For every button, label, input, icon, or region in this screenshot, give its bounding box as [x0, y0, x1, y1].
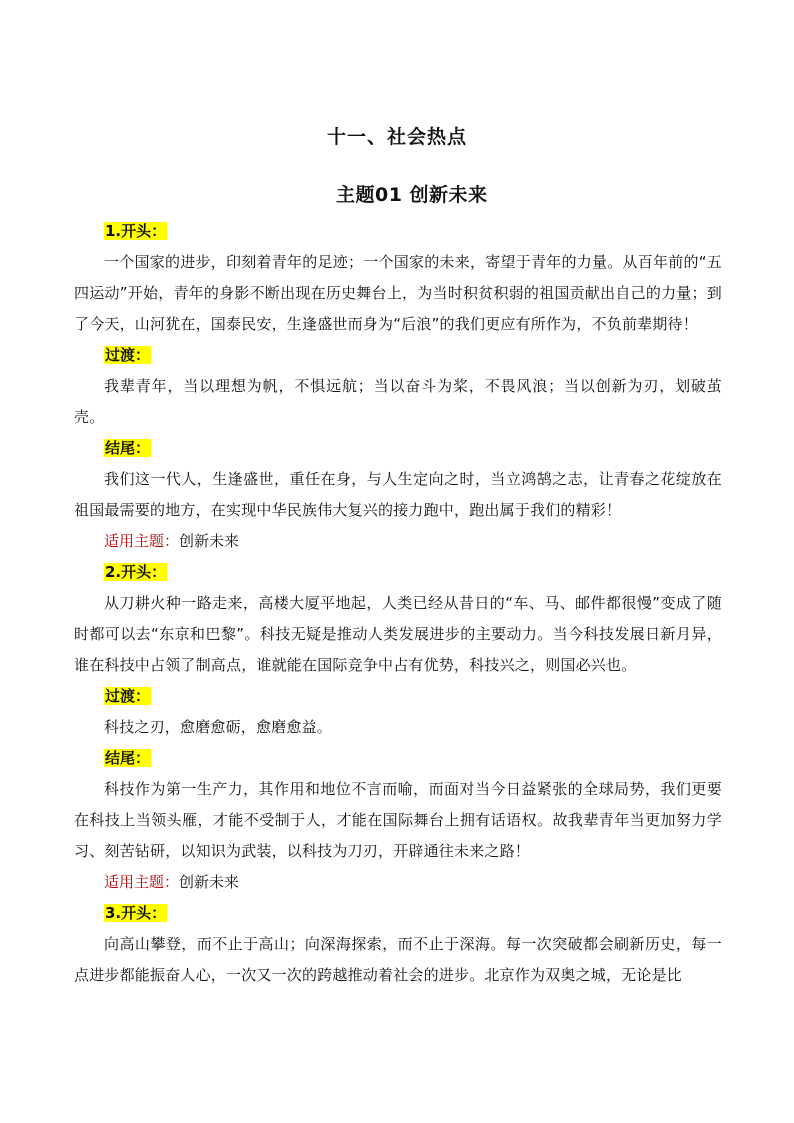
- ending-paragraph: 我们这一代人，生逢盛世，重任在身，与人生定向之时，当立鸿鹄之志，让青春之花绽放在祖国最需要的地方，在实现中华民族伟大复兴的接力跑中，跑出属于我们的精彩！: [74, 470, 722, 519]
- entry-1: [74, 216, 722, 557]
- opening-label: 1.开头：: [105, 222, 167, 240]
- entry-2: [74, 557, 722, 898]
- ending-paragraph: 科技作为第一生产力，其作用和地位不言而喻，而面对当今日益紧张的全球局势，我们更要在科技上当领头雁，才能不受制于人，才能在国际舞台上拥有话语权。故我辈青年当更加努力学习、刻苦钻研，以知识为武装，以科技为刀刃，开辟通往未来之路！: [74, 780, 722, 860]
- ending-label: 结尾：: [105, 439, 151, 457]
- transition-paragraph: 我辈青年，当以理想为帆，不惧远航；当以奋斗为桨，不畏风浪；当以创新为刃，划破茧壳。: [74, 377, 722, 426]
- theme-key: 适用主题：: [104, 873, 180, 891]
- theme-value: 创新未来: [179, 873, 240, 891]
- entry-3: [74, 898, 722, 991]
- opening-label: 3.开头：: [105, 904, 167, 922]
- opening-paragraph: 向高山攀登，而不止于高山；向深海探索，而不止于深海。每一次突破都会刷新历史，每一点进步都能振奋人心，一次又一次的跨越推动着社会的进步。北京作为双奥之城，无论是比: [74, 935, 722, 984]
- transition-label: 过渡：: [105, 346, 151, 364]
- applicable-theme: [74, 867, 722, 898]
- theme-key: 适用主题：: [104, 532, 180, 550]
- opening-paragraph: 从刀耕火种一路走来，高楼大厦平地起，人类已经从昔日的“车、马、邮件都很慢”变成了随时都可以去“东京和巴黎”。科技无疑是推动人类发展进步的主要动力。当今科技发展日新月异，谁在科技中占领了制高点，谁就能在国际竞争中占有优势，科技兴之，则国必兴也。: [74, 594, 722, 674]
- transition-label: 过渡：: [105, 687, 151, 705]
- transition-paragraph: 科技之刃，愈磨愈砺，愈磨愈益。: [104, 718, 333, 736]
- applicable-theme: [74, 526, 722, 557]
- opening-label: 2.开头：: [105, 563, 167, 581]
- document-body: [74, 216, 722, 991]
- document-subtitle: 主题01 创新未来: [336, 184, 488, 206]
- theme-value: 创新未来: [179, 532, 240, 550]
- opening-paragraph: 一个国家的进步，印刻着青年的足迹；一个国家的未来，寄望于青年的力量。从百年前的“五四运动”开始，青年的身影不断出现在历史舞台上，为当时积贫积弱的祖国贡献出自己的力量；到了今天，山河犹在，国泰民安，生逢盛世而身为“后浪”的我们更应有所作为，不负前辈期待！: [74, 253, 722, 333]
- document-title: 十一、社会热点: [326, 126, 467, 148]
- ending-label: 结尾：: [105, 749, 151, 767]
